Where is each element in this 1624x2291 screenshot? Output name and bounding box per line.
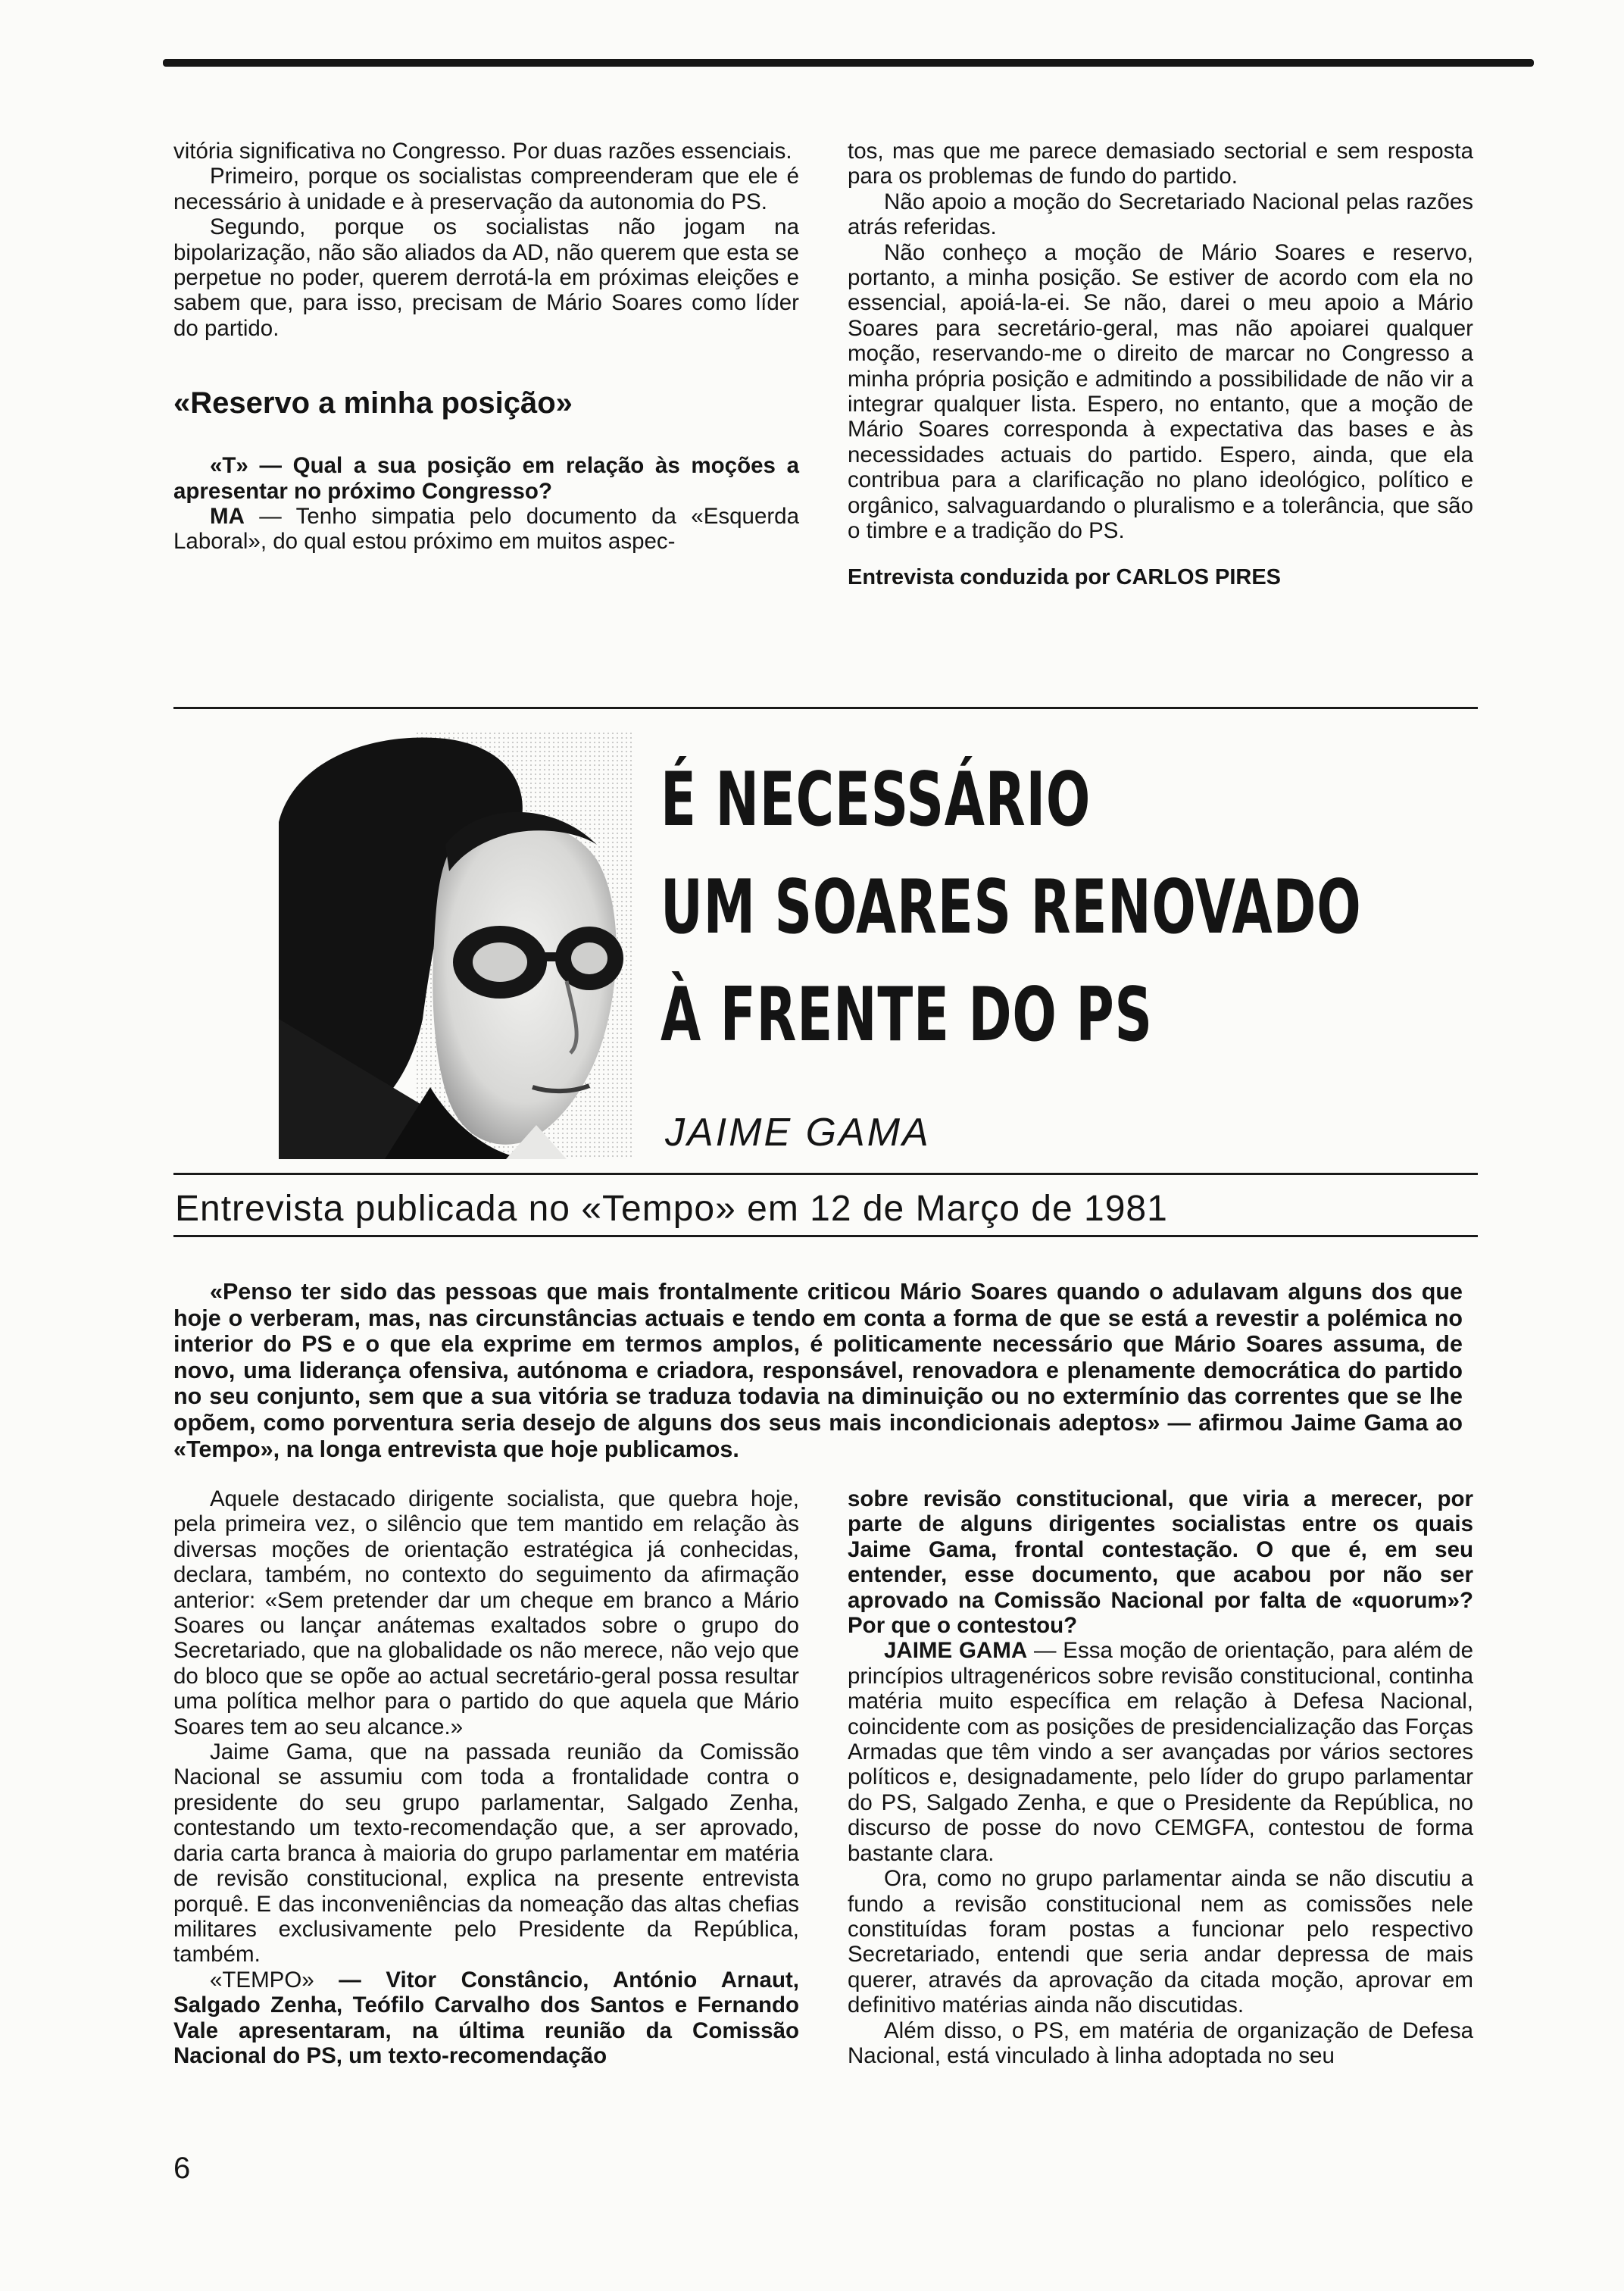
article-left-column	[173, 1486, 799, 2068]
top-left-column	[173, 139, 799, 555]
top-right-column	[848, 139, 1473, 590]
top-rule	[163, 59, 1534, 67]
publication-note: Entrevista publicada no «Tempo» em 12 de Março de 1981	[175, 1189, 1168, 1229]
section-divider	[173, 707, 1478, 709]
speaker-label: MA	[210, 504, 245, 530]
author-byline: JAIME GAMA	[665, 1111, 931, 1155]
paragraph: Primeiro, porque os socialistas compreenderam que ele é necessário à unidade e à preservação da autonomia do PS.	[173, 164, 799, 214]
interview-credit: Entrevista conduzida por CARLOS PIRES	[848, 564, 1282, 589]
lead-text: «Penso ter sido das pessoas que mais frontalmente criticou Mário Soares quando o adulavam alguns dos que hoje o verberam, mas, nas circunstâncias actuais e tendo em conta a forma de que se está a revestir a polémica no interior do PS e o que ela exprime em termos amplos, é politicamente necessário que Mário Soares assuma, de novo, uma liderança ofensiva, autónoma e criadora, responsável, renovadora e plenamente democrática do partido no seu conjunto, sem que a sua vitória se traduza todavia na diminuição ou no extermínio das correntes que se lhe opõem, como porventura seria desejo de alguns dos seus mais incondicionais adeptos» — afirmou Jaime Gama ao «Tempo», na longa entrevista que hoje publicamos.	[173, 1279, 1463, 1462]
publication-rule	[173, 1235, 1478, 1237]
paragraph: Ora, como no grupo parlamentar ainda se não discutiu a fundo a revisão constitucional nem as comissões nele constituídas foram postas a funcionar pelo respectivo Secretariado, entendi que seria andar depressa de mais querer, através da aprovação da citada moção, aprovar em definitivo matérias ainda não discutidas.	[848, 1866, 1473, 2018]
paragraph: Não apoio a moção do Secretariado Nacional pelas razões atrás referidas.	[848, 189, 1473, 240]
question-continuation: sobre revisão constitucional, que viria a merecer, por parte de alguns dirigentes socialistas entre os quais Jaime Gama, frontal contestação. O que é, em seu entender, esse documento, que acabou por não ser aprovado na Comissão Nacional por falta de «quorum»? Por que o contestou?	[848, 1486, 1473, 1639]
paragraph: Segundo, porque os socialistas não jogam na bipolarização, não são aliados da AD, não querem que esta se perpetue no poder, querem derrotá-la em próximas eleições e sabem que, para isso, precisam de Mário Soares como líder do partido.	[173, 214, 799, 341]
question-text: — Vitor Constâncio, António Arnaut, Salgado Zenha, Teófilo Carvalho dos Santos e Fernando Vale apresentaram, na última reunião da Comissão Nacional do PS, um texto-recomendação	[173, 1967, 799, 2068]
byline-rule	[173, 1173, 1478, 1175]
paragraph: vitória significativa no Congresso. Por duas razões essenciais.	[173, 139, 792, 164]
headline-line: UM SOARES RENOVADO	[661, 864, 1362, 951]
section-subhead: «Reservo a minha posição»	[173, 386, 573, 420]
interview-answer	[848, 1638, 1473, 1866]
speaker-label: JAIME GAMA	[884, 1638, 1028, 1664]
headline-line: É NECESSÁRIO	[661, 757, 1092, 843]
paragraph: Aquele destacado dirigente socialista, que quebra hoje, pela primeira vez, o silêncio que tem mantido em relação às diversas moções de orientação estratégica já conhecidas, declara, também, no contexto do seguimento da afirmação anterior: «Sem pretender dar um cheque em branco a Mário Soares ou lançar anátemas exaltados sobre o grupo do Secretariado, que na globalidade os não merece, não vejo que do bloco que se opõe ao actual secretário-geral possa resultar uma política melhor para o partido do que aquela que Mário Soares tem ao seu alcance.»	[173, 1486, 799, 1739]
headline-line: À FRENTE DO PS	[661, 972, 1153, 1058]
page-number: 6	[173, 2152, 191, 2185]
paragraph: Não conheço a moção de Mário Soares e reservo, portanto, a minha posição. Se estiver de acordo com ela no essencial, apoiá-la-ei. Se não, darei o meu apoio a Mário Soares para secretário-geral, mas não apoiarei qualquer moção, reservando-me o direito de marcar no Congresso a minha própria posição e admitindo a possibilidade de não vir a integrar qualquer lista. Espero, no entanto, que a moção de Mário Soares corresponda à expectativa das bases e às necessidades actuais do partido. Espero, ainda, que ela contribua para a clarificação no plano ideológico, político e orgânico, salvaguardando o pluralismo e a tolerância, que são o timbre e a tradição do PS.	[848, 239, 1473, 544]
paragraph: tos, mas que me parece demasiado sectorial e sem resposta para os problemas de fundo do partido.	[848, 139, 1473, 189]
article-right-column	[848, 1486, 1473, 2068]
answer-text: — Essa moção de orientação, para além de princípios ultragenéricos sobre revisão constitucional, continha matéria muito específica em relação à Defesa Nacional, coincidente com as posições de presidencialização das Forças Armadas que têm vindo a ser avançadas por vários sectores políticos e, designadamente, pelo líder do grupo parlamentar do PS, Salgado Zenha, e que o Presidente da República, no discurso de posse do novo CEMGFA, contestou de forma bastante clara.	[848, 1638, 1473, 1866]
paragraph: Jaime Gama, que na passada reunião da Comissão Nacional se assumiu com toda a frontalidade contra o presidente do seu grupo parlamentar, Salgado Zenha, contestando um texto-recomendação que, a ser aprovado, daria carta branca à maioria do grupo parlamentar em matéria de revisão constitucional, explica na presente entrevista porquê. E das inconveniências da nomeação das altas chefias militares exclusivamente pelo Presidente da República, também.	[173, 1739, 799, 1968]
answer-text: — Tenho simpatia pelo documento da «Esquerda Laboral», do qual estou próximo em muitos aspec-	[173, 504, 799, 555]
interview-question: «T» — Qual a sua posição em relação às moções a apresentar no próximo Congresso?	[173, 453, 799, 504]
portrait-photo	[279, 731, 635, 1159]
paragraph: Além disso, o PS, em matéria de organização de Defesa Nacional, está vinculado à linha adoptada no seu	[848, 2018, 1473, 2068]
interview-answer	[173, 504, 799, 555]
speaker-label: «TEMPO»	[210, 1967, 314, 1993]
interview-question	[173, 1968, 799, 2069]
lead-paragraph	[173, 1279, 1463, 1462]
headline	[661, 746, 1362, 1069]
